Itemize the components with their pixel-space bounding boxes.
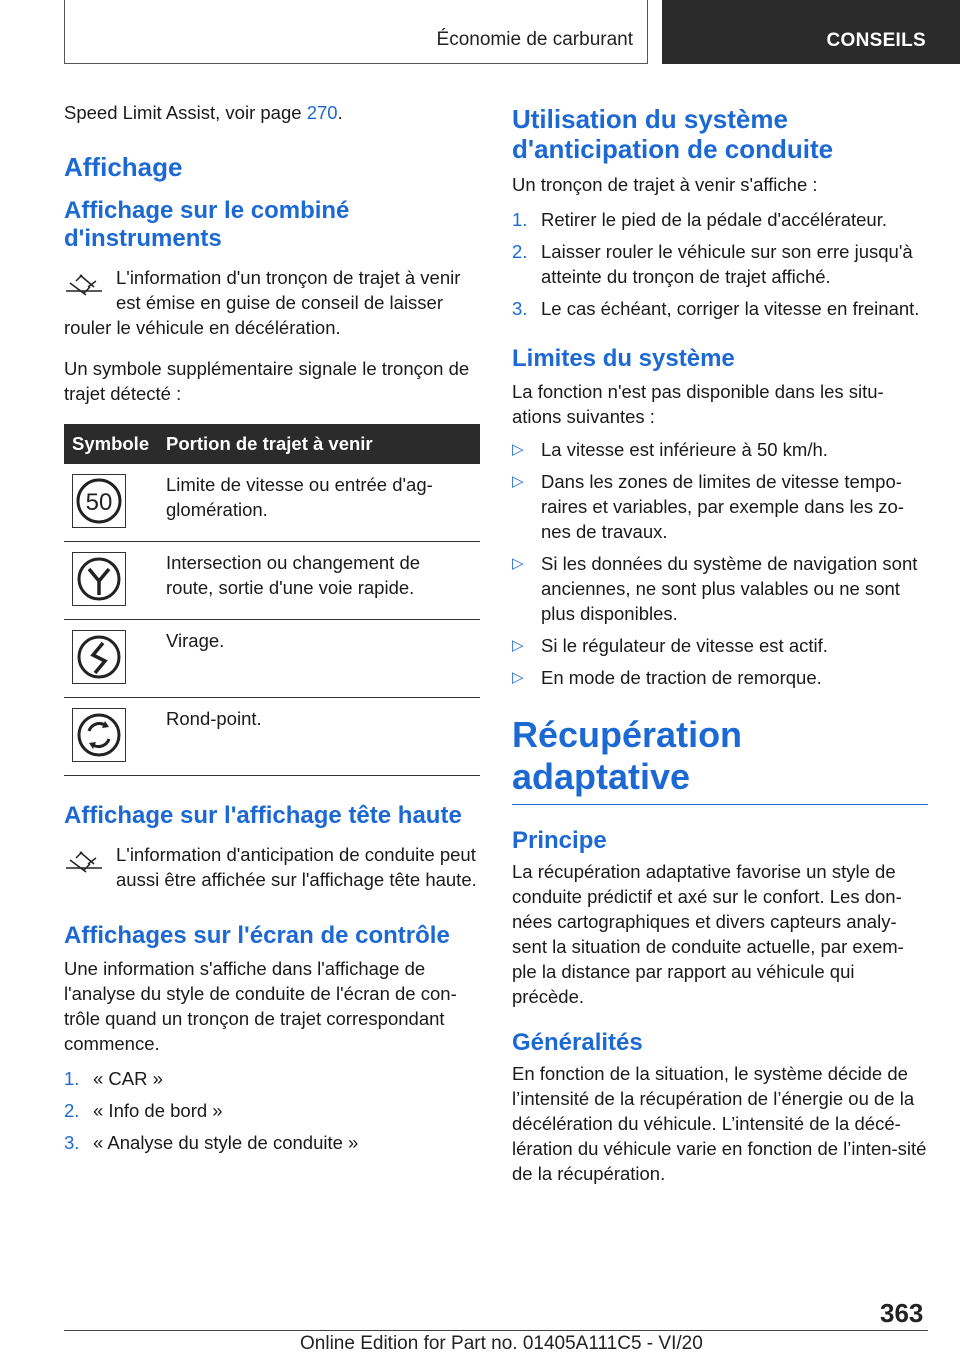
- right-column: [512, 100, 928, 1186]
- list-item: [64, 1066, 480, 1091]
- list-item: [512, 437, 928, 462]
- step-text: Le cas échéant, corriger la vitesse en freinant.: [541, 298, 920, 319]
- table-cell-text: Intersection ou changement de route, sortie d'une voie rapide.: [158, 542, 480, 620]
- para-principe: La récupération adaptative favorise un style de conduite prédictif et axé sur le confort. Les don-nées cartographiques et divers capteurs analy-sent la situation de conduite actuelle, par exem-ple la distance par rapport au véhicule qui précède.: [512, 861, 904, 1007]
- step-number: 1.: [512, 209, 528, 230]
- chapter-label: CONSEILS: [826, 30, 926, 51]
- chapter-badge[interactable]: [662, 0, 960, 64]
- table-col-portion: Portion de trajet à venir: [158, 424, 480, 464]
- footer-edition: Online Edition for Part no. 01405A111C5 - VI/20: [300, 1333, 703, 1354]
- table-row: [64, 542, 480, 620]
- left-column: [64, 100, 480, 1155]
- bullet-text: Si le régulateur de vitesse est actif.: [541, 635, 828, 656]
- list-item: [512, 239, 928, 289]
- intersection-icon: [72, 552, 126, 606]
- heading-combine: Affichage sur le combiné d'instruments: [64, 197, 350, 252]
- bullet-triangle-icon: ▷: [512, 555, 524, 572]
- bullet-text: Si les données du système de navigation sont anciennes, ne sont plus valables ou ne sont plus disponibles.: [541, 553, 918, 624]
- para-generalites: En fonction de la situation, le système décide de l’intensité de la récupération de l’énergie ou de la décélération du véhicule. L’intensité de la décé-lération du véhicule varie en fonction de l’inten-sité de la récupération.: [512, 1063, 927, 1184]
- heading-generalites: Généralités: [512, 1029, 643, 1056]
- note-combine: [64, 265, 480, 340]
- intro-end: .: [337, 102, 343, 123]
- header-section-title: [64, 0, 648, 64]
- bullet-triangle-icon: ▷: [512, 441, 524, 458]
- table-row: [64, 620, 480, 698]
- step-text: Laisser rouler le véhicule sur son erre jusqu'à atteinte du tronçon de trajet affiché.: [541, 241, 913, 287]
- table-header-row: [64, 424, 480, 464]
- step-text: « CAR »: [93, 1068, 163, 1089]
- step-text: « Analyse du style de conduite »: [93, 1132, 359, 1153]
- bullet-triangle-icon: ▷: [512, 473, 524, 490]
- note-hud-text: L'information d'anticipation de conduite peut aussi être affichée sur l'affichage tête haute.: [116, 844, 477, 890]
- heading-recuperation: Récupération adaptative: [512, 714, 928, 805]
- utilisation-steps: [512, 207, 928, 321]
- bullet-text: La vitesse est inférieure à 50 km/h.: [541, 439, 828, 460]
- symbol-cell: [64, 698, 158, 776]
- bullet-triangle-icon: ▷: [512, 669, 524, 686]
- footer-divider: [64, 1330, 928, 1331]
- heading-utilisation: Utilisation du système d'anticipation de conduite: [512, 104, 834, 164]
- list-item: [512, 633, 928, 658]
- intro-text: Speed Limit Assist, voir page: [64, 102, 307, 123]
- para-utilisation: Un tronçon de trajet à venir s'affiche :: [512, 174, 818, 195]
- page-link[interactable]: 270: [306, 102, 338, 123]
- symbol-cell: [64, 620, 158, 698]
- speed-limit-50-icon: [72, 474, 126, 528]
- list-item: [512, 296, 928, 321]
- heading-limites: Limites du système: [512, 345, 735, 372]
- step-number: 3.: [512, 298, 528, 319]
- para-controle: Une information s'affiche dans l'affichage de l'analyse du style de conduite de l'écran de con-trôle quand un tronçon de trajet correspondant commence.: [64, 958, 457, 1054]
- heading-hud: Affichage sur l'affichage tête haute: [64, 802, 462, 829]
- curve-icon: [72, 630, 126, 684]
- list-item: [64, 1130, 480, 1155]
- step-number: 2.: [512, 241, 528, 262]
- step-number: 3.: [64, 1132, 80, 1153]
- list-item: [512, 665, 928, 690]
- table-cell-text: Limite de vitesse ou entrée d'ag-glomération.: [158, 464, 480, 542]
- controle-steps: [64, 1066, 480, 1155]
- note-combine-text: L'information d'un tronçon de trajet à venir est émise en guise de conseil de laisser rouler le véhicule en décélération.: [64, 267, 461, 338]
- roundabout-icon: [72, 708, 126, 762]
- anticipation-icon: [64, 844, 104, 878]
- note-hud: [64, 842, 480, 892]
- bullet-triangle-icon: ▷: [512, 637, 524, 654]
- symbol-cell: [64, 464, 158, 542]
- step-number: 1.: [64, 1068, 80, 1089]
- para-limites: La fonction n'est pas disponible dans les situ-ations suivantes :: [512, 381, 884, 427]
- heading-principe: Principe: [512, 827, 607, 854]
- bullet-text: En mode de traction de remorque.: [541, 667, 822, 688]
- anticipation-icon: [64, 267, 104, 301]
- limites-list: [512, 437, 928, 690]
- page-number: 363: [880, 1298, 924, 1328]
- table-cell-text: Virage.: [158, 620, 480, 698]
- table-row: [64, 698, 480, 776]
- symbol-cell: [64, 542, 158, 620]
- list-item: [512, 469, 928, 544]
- para-symbole: Un symbole supplémentaire signale le tronçon de trajet détecté :: [64, 358, 470, 404]
- bullet-text: Dans les zones de limites de vitesse tempo-raires et variables, par exemple dans les zo-nes de travaux.: [541, 471, 904, 542]
- svg-text:50: 50: [85, 489, 113, 516]
- heading-controle: Affichages sur l'écran de contrôle: [64, 922, 450, 949]
- heading-affichage: Affichage: [64, 152, 183, 182]
- step-number: 2.: [64, 1100, 80, 1121]
- section-title: Économie de carburant: [436, 29, 633, 50]
- table-cell-text: Rond-point.: [158, 698, 480, 776]
- table-col-symbole: Symbole: [64, 424, 158, 464]
- list-item: [64, 1098, 480, 1123]
- list-item: [512, 207, 928, 232]
- step-text: « Info de bord »: [93, 1100, 223, 1121]
- intro-paragraph: [64, 100, 480, 125]
- table-row: [64, 464, 480, 542]
- list-item: [512, 551, 928, 626]
- step-text: Retirer le pied de la pédale d'accélérateur.: [541, 209, 887, 230]
- symbol-table: [64, 424, 480, 776]
